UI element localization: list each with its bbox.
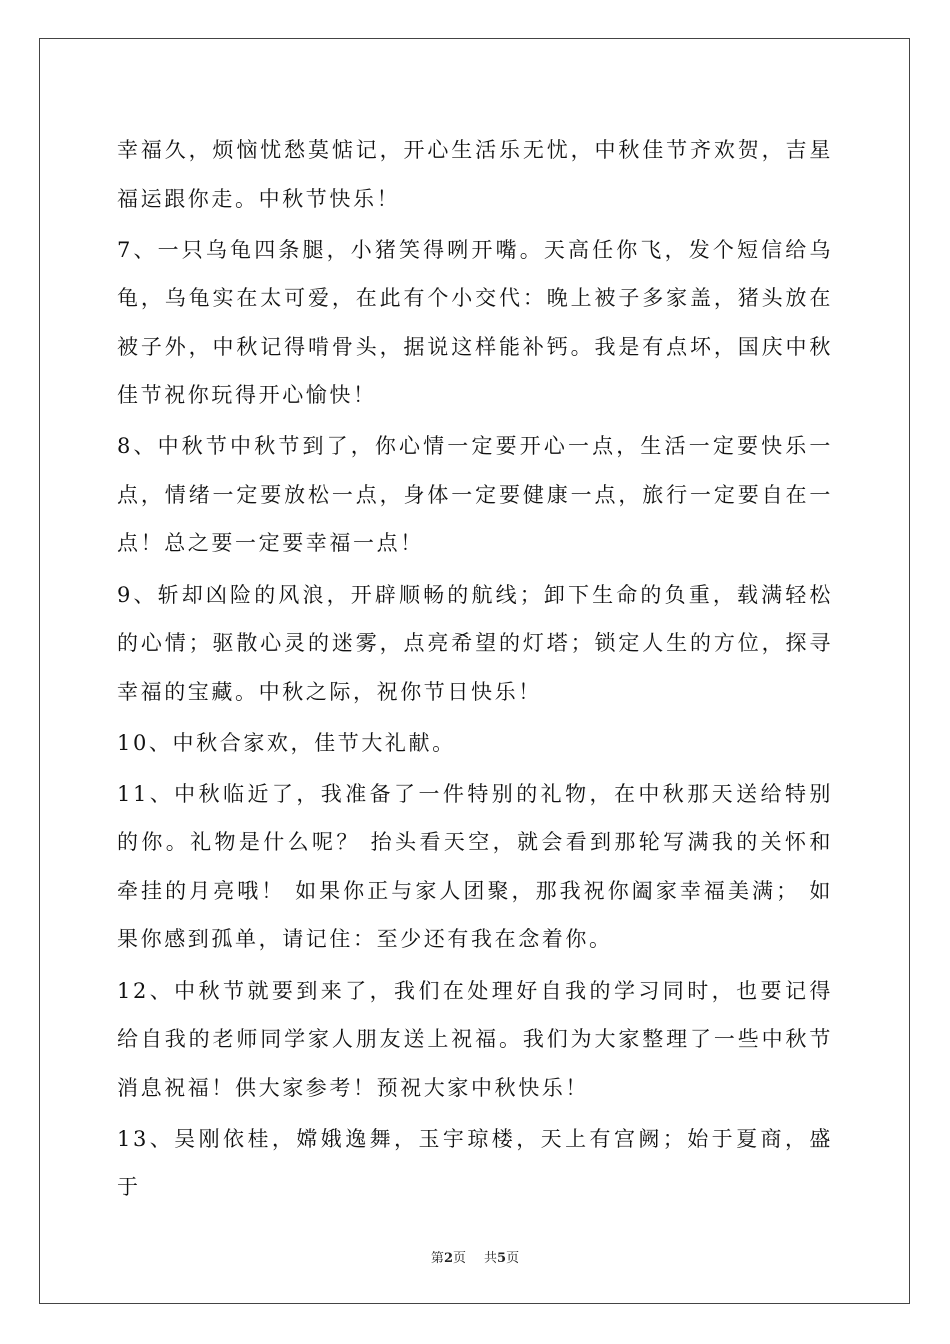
paragraph-item-13: 13、吴刚依桂，嫦娥逸舞，玉宇琼楼，天上有宫阙；始于夏商，盛于 (117, 1126, 833, 1200)
total-prefix: 共 (484, 1251, 498, 1266)
total-page-number: 5 (497, 1251, 507, 1266)
document-body (117, 126, 833, 1212)
page-prefix: 第 (430, 1251, 444, 1266)
paragraph-item-9: 9、斩却凶险的风浪，开辟顺畅的航线；卸下生命的负重，载满轻松的心情；驱散心灵的迷雾，点亮希望的灯塔；锁定人生的方位，探寻幸福的宝藏。中秋之际，祝你节日快乐！ (117, 582, 833, 704)
paragraph-item-12: 12、中秋节就要到来了，我们在处理好自我的学习同时，也要记得给自我的老师同学家人朋友送上祝福。我们为大家整理了一些中秋节消息祝福！供大家参考！预祝大家中秋快乐！ (117, 978, 833, 1100)
paragraph-item-7: 7、一只乌龟四条腿，小猪笑得咧开嘴。天高任你飞，发个短信给乌龟，乌龟实在太可爱，在此有个小交代：晚上被子多家盖，猪头放在被子外，中秋记得啃骨头，据说这样能补钙。我是有点坏，国庆中秋佳节祝你玩得开心愉快！ (117, 237, 833, 408)
paragraph-continuation: 幸福久，烦恼忧愁莫惦记，开心生活乐无忧，中秋佳节齐欢贺，吉星福运跟你走。中秋节快乐！ (117, 138, 833, 211)
current-page-number: 2 (443, 1251, 453, 1266)
paragraph-item-8: 8、中秋节中秋节到了，你心情一定要开心一点，生活一定要快乐一点，情绪一定要放松一点，身体一定要健康一点，旅行一定要自在一点！总之要一定要幸福一点！ (117, 434, 833, 556)
page-number-footer (0, 1247, 950, 1266)
total-suffix: 页 (506, 1251, 520, 1266)
paragraph-item-11: 11、中秋临近了，我准备了一件特别的礼物，在中秋那天送给特别的你。礼物是什么呢？ 抬头看天空，就会看到那轮写满我的关怀和牵挂的月亮哦！ 如果你正与家人团聚，那我祝你阖家幸福美满； 如果你感到孤单，请记住：至少还有我在念着你。 (117, 781, 833, 952)
page-suffix: 页 (452, 1251, 466, 1266)
paragraph-item-10: 10、中秋合家欢，佳节大礼献。 (117, 730, 456, 755)
